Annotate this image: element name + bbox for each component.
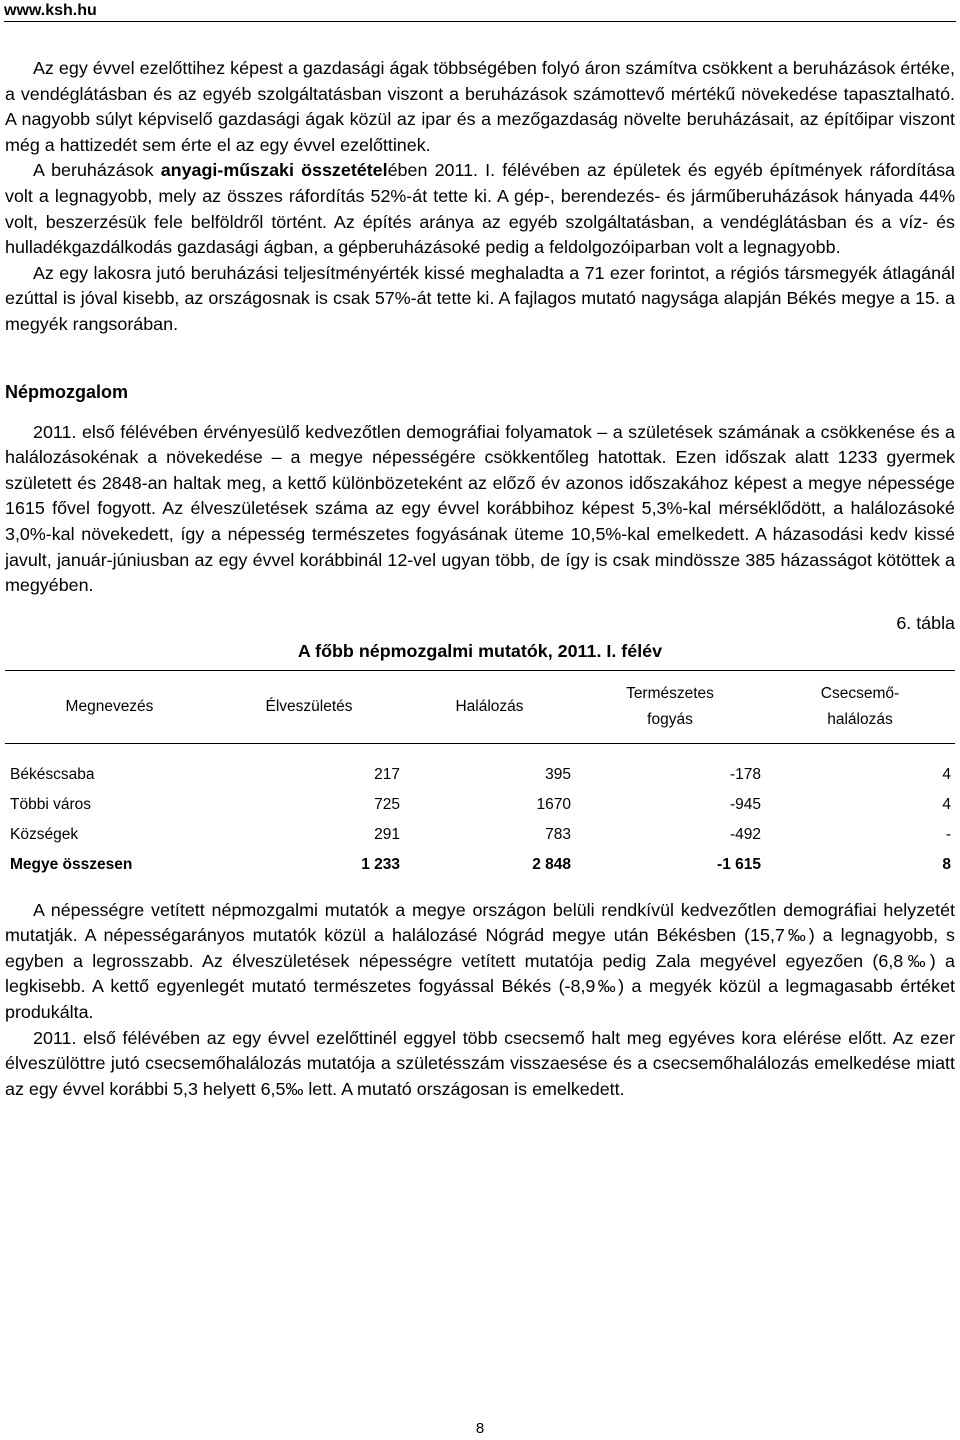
- table-header-row: [5, 670, 955, 743]
- paragraph-demography: 2011. első félévében érvényesülő kedvezőtlen demográfiai folyamatok – a születések számának a csökkenése és a halálozásokénak a növekedése – a megye népességére csökkentőleg hatottak. Ezen időszak alatt 1233 gyermek született és 2848-an haltak meg, a kettő különbözeteként az előző év azonos időszakához képest a megye népessége 1615 fővel fogyott. Az élveszületések száma az egy évvel korábbihoz képest 5,3%-kal mérséklődött, a halálozásoké 3,0%-kal növekedett, így a népesség természetes fogyásának üteme 10,5%-kal emelkedett. A házasodási kedv kissé javult, január-júniusban az egy évvel korábbinál 12-vel ugyan több, de így is csak mindössze 385 házasságot kötöttek a megyében.: [5, 421, 955, 596]
- p2-pre: A beruházások: [33, 160, 161, 181]
- col-header-name: Megnevezés: [65, 697, 154, 715]
- section-heading: Népmozgalom: [5, 381, 129, 402]
- p2-post: ében 2011. I. félévében az épületek és egyéb építmények ráfordítása volt a legnagyobb, mely az összes ráfordítás 52%-át tette ki. A gép-, berendezés- és járműberuházások hányada 44% volt, beszerzésük fele belföldről történt. Az építés aránya az egyéb szolgáltatásban, a vendéglátásban és a víz- és hulladékgazdálkodás gazdasági ágban, a gépberuházásoké pedig a feldolgozóiparban volt a legnagyobb.: [5, 160, 955, 258]
- table-title: A főbb népmozgalmi mutatók, 2011. I. félév: [297, 640, 663, 661]
- table-row: Községek 291 783 -492 -: [10, 825, 951, 843]
- table-total-row: Megye összesen 1 233 2 848 -1 615 8: [10, 855, 951, 873]
- table-label: 6. tábla: [896, 612, 955, 633]
- paragraph-infant-mortality: 2011. első félévében az egy évvel ezelőttinél eggyel több csecsemő halt meg egyéves kora elérése előtt. Az ezer élveszülöttre jutó csecsemőhalálozás mutatója a születésszám visszaesése és a csecsemőhalálozás emelkedése miatt az egy évvel korábbi 5,3 helyett 6,5‰ lett. A mutató országosan is emelkedett.: [5, 1027, 955, 1099]
- paragraph-investment-sectors: Az egy évvel ezelőttihez képest a gazdasági ágak többségében folyó áron számítva csökkent a beruházások értéke, a vendéglátásban és az egyéb szolgáltatásban viszont a beruházások számottevő mértékű növekedése tapasztalható. A nagyobb súlyt képviselő gazdasági ágak közül az ipar és a mezőgazdaság növelte beruházásait, az építőipar viszont még a hattizedét sem érte el az egy évvel ezelőttinek.: [5, 58, 955, 155]
- table-row: Békéscsaba 217 395 -178 4: [10, 765, 951, 783]
- col-header-natural-decrease: Természetes fogyás: [626, 684, 714, 728]
- document-body: [5, 56, 955, 1102]
- col-header-infant-mortality: Csecsemő- halálozás: [820, 684, 900, 728]
- col-header-births: Élveszületés: [265, 697, 353, 715]
- site-url[interactable]: www.ksh.hu: [4, 2, 97, 19]
- table-row: Többi város 725 1670 -945 4: [10, 795, 951, 813]
- page-number: 8: [475, 1420, 485, 1437]
- paragraph-investment-per-capita: Az egy lakosra jutó beruházási teljesítményérték kissé meghaladta a 71 ezer forintot, a régiós társmegyék átlagánál ezúttal is jóval kisebb, az országosnak is csak 57%-át tette ki. A fajlagos mutató nagysága alapján Békés megye a 15. a megyék rangsorában.: [5, 262, 955, 334]
- vital-statistics-table: [5, 670, 955, 886]
- paragraph-rates: A népességre vetített népmozgalmi mutatók a megye országon belüli rendkívül kedvezőtlen demográfiai helyzetét mutatják. A népességarányos mutatók közül a halálozásé Nógrád megye után Békésben (15,7‰) a legnagyobb, s egyben a legrosszabb. Az élveszületések népességre vetített mutatója pedig Zala megyével egyezően (6,8‰) a legkisebb. A kettő egyenlegét mutató természetes fogyással Békés (-8,9‰) a megyék közül a legmagasabb értéket produkálta.: [5, 899, 955, 1023]
- p2-bold: anyagi-műszaki összetétel: [160, 160, 388, 181]
- col-header-deaths: Halálozás: [455, 697, 524, 715]
- header-rule: [4, 21, 956, 22]
- paragraph-investment-composition: [5, 158, 955, 260]
